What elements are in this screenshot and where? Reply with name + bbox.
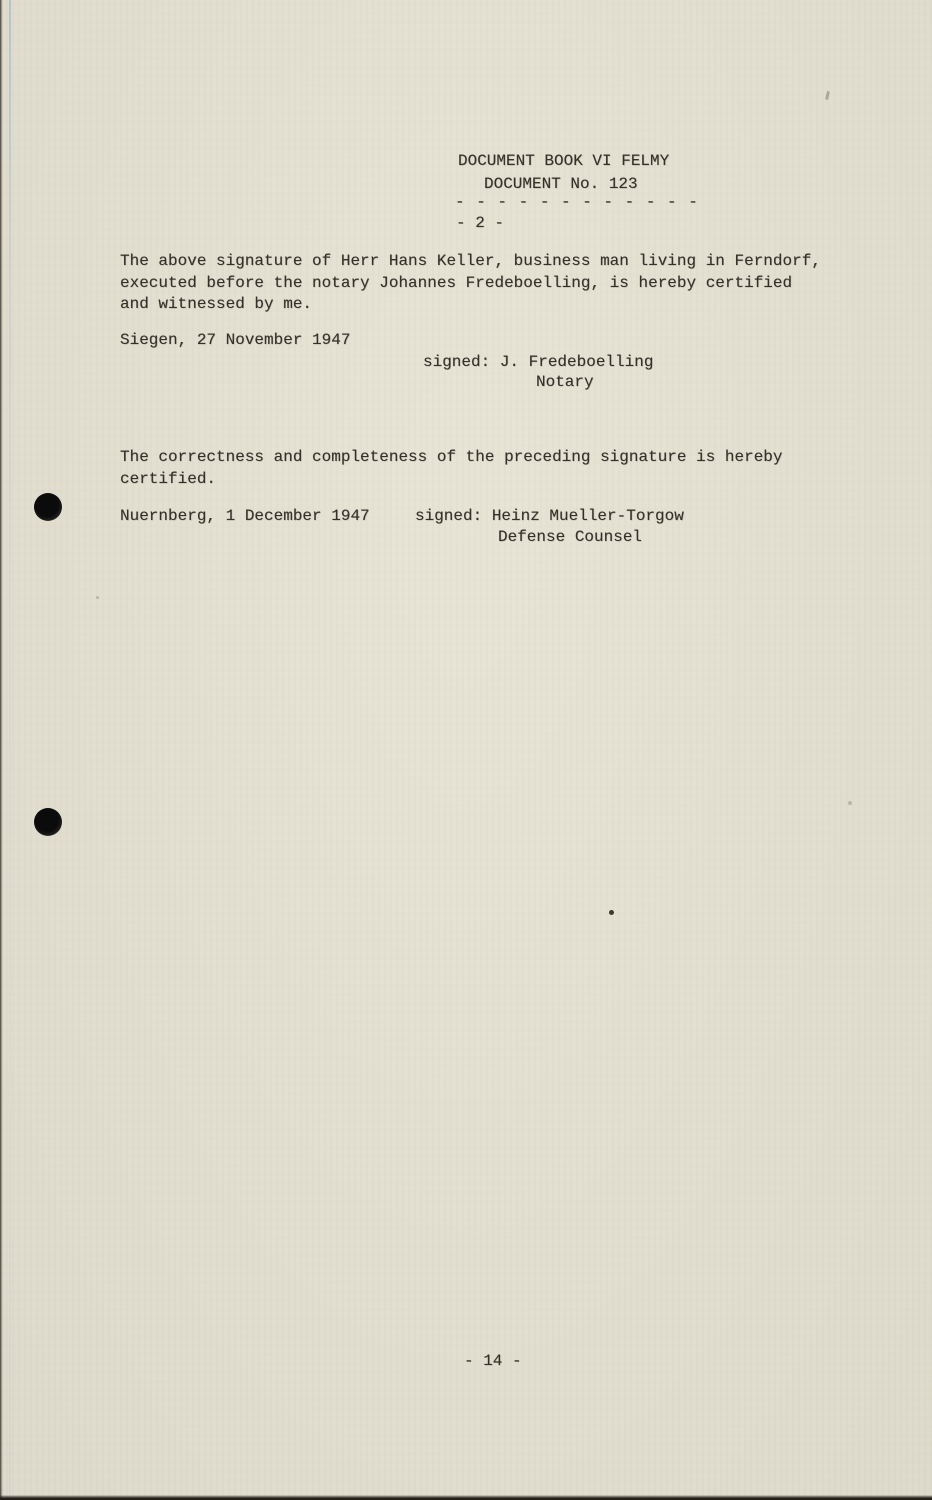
paper-speck — [825, 91, 830, 100]
paper-speck — [848, 801, 852, 805]
counsel-cert-signature: signed: Heinz Mueller-Torgow — [415, 507, 684, 525]
counsel-cert-line-2: certified. — [120, 470, 217, 488]
header-book-title: DOCUMENT BOOK VI FELMY — [458, 152, 670, 170]
counsel-cert-signature-title: Defense Counsel — [498, 528, 643, 546]
footer-page-number: - 14 - — [464, 1352, 522, 1370]
hole-punch-top — [34, 493, 62, 521]
counsel-cert-place-date: Nuernberg, 1 December 1947 — [120, 507, 370, 525]
notary-cert-line-3: and witnessed by me. — [120, 295, 313, 313]
paper-speck — [609, 910, 614, 915]
notary-cert-signature-title: Notary — [536, 373, 594, 391]
header-page-marker: - 2 - — [456, 214, 505, 232]
hole-punch-bottom — [34, 808, 62, 836]
paper-speck — [96, 596, 99, 599]
header-document-number: DOCUMENT No. 123 — [484, 175, 638, 193]
scanner-artifact-line — [9, 0, 11, 1500]
header-separator-dashes: - - - - - - - - - - - - — [455, 193, 699, 211]
notary-cert-line-2: executed before the notary Johannes Fredeboelling, is hereby certified — [120, 274, 793, 292]
notary-cert-signature: signed: J. Fredeboelling — [423, 353, 654, 371]
notary-cert-place-date: Siegen, 27 November 1947 — [120, 331, 351, 349]
page-bottom-edge-shadow — [0, 1495, 932, 1500]
notary-cert-line-1: The above signature of Herr Hans Keller, business man living in Ferndorf, — [120, 252, 821, 270]
counsel-cert-line-1: The correctness and completeness of the preceding signature is hereby — [120, 448, 783, 466]
page-left-edge-shadow — [0, 0, 3, 1500]
